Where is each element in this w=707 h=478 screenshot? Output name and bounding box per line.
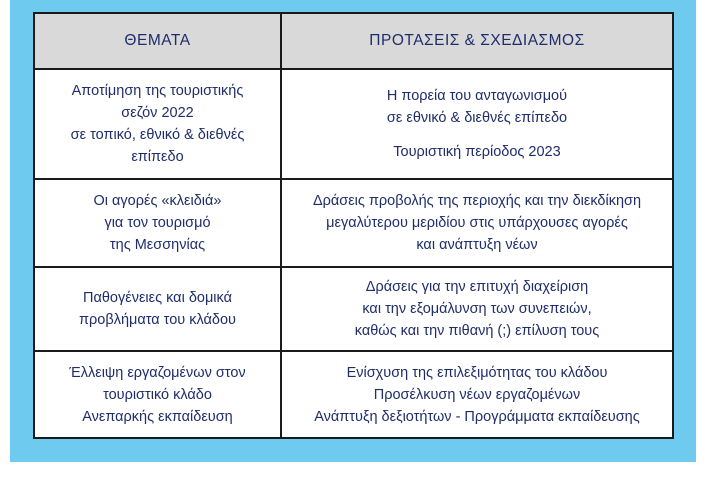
proposal-line: καθώς και την πιθανή (;) επίλυση τους <box>354 323 600 339</box>
topic-line: Έλλειψη εργαζομένων στον <box>69 364 246 381</box>
table-header-row <box>35 14 672 69</box>
topic-line: της Μεσσηνίας <box>109 237 206 253</box>
header-proposals: ΠΡΟΤΑΣΕΙΣ & ΣΧΕΔΙΑΣΜΟΣ <box>281 14 672 69</box>
proposal-line: Δράσεις προβολής της περιοχής και την διεκδίκηση <box>312 193 642 209</box>
proposal-line: Η πορεία του ανταγωνισμού <box>386 88 568 104</box>
topic-cell <box>35 267 281 351</box>
proposal-line: Ενίσχυση της επιλεξιμότητας του κλάδου <box>346 364 608 381</box>
topic-line: Παθογένειες και δομικά <box>83 290 232 306</box>
proposal-line: και την εξομάλυνση των συνεπειών, <box>362 301 592 317</box>
proposal-cell <box>281 267 672 351</box>
table <box>35 14 672 437</box>
proposal-line: Τουριστική περίοδος 2023 <box>393 144 561 160</box>
header-topics: ΘΕΜΑΤΑ <box>35 14 281 69</box>
topic-line: Ανεπαρκής εκπαίδευση <box>82 408 233 425</box>
topics-table <box>33 12 674 439</box>
table-row <box>35 179 672 267</box>
topic-line: Οι αγορές «κλειδιά» <box>93 193 222 209</box>
proposal-line: σε εθνικό & διεθνές επίπεδο <box>386 110 568 126</box>
proposal-line: Προσέλκυση νέων εργαζομένων <box>373 386 581 403</box>
topic-line: Αποτίμηση της τουριστικής <box>71 83 244 99</box>
proposal-line: και ανάπτυξη νέων <box>416 237 538 253</box>
topic-cell <box>35 69 281 179</box>
proposal-cell <box>281 351 672 437</box>
table-row <box>35 267 672 351</box>
topic-line: προβλήματα του κλάδου <box>79 312 236 328</box>
proposal-line: μεγαλύτερου μεριδίου στις υπάρχουσες αγορές <box>326 215 628 231</box>
topic-cell <box>35 351 281 437</box>
proposal-line: Ανάπτυξη δεξιοτήτων - Προγράμματα εκπαίδευσης <box>314 408 640 425</box>
topic-line: σεζόν 2022 <box>121 105 194 121</box>
topic-line: επίπεδο <box>131 149 184 165</box>
table-row <box>35 351 672 437</box>
topic-line: για τον τουρισμό <box>104 215 211 231</box>
proposal-line: Δράσεις για την επιτυχή διαχείριση <box>365 279 589 295</box>
topic-line: σε τοπικό, εθνικό & διεθνές <box>70 127 245 143</box>
proposal-cell <box>281 179 672 267</box>
spacer <box>288 129 666 141</box>
proposal-cell <box>281 69 672 179</box>
topic-line: τουριστικό κλάδο <box>103 386 212 403</box>
topic-cell <box>35 179 281 267</box>
table-row <box>35 69 672 179</box>
